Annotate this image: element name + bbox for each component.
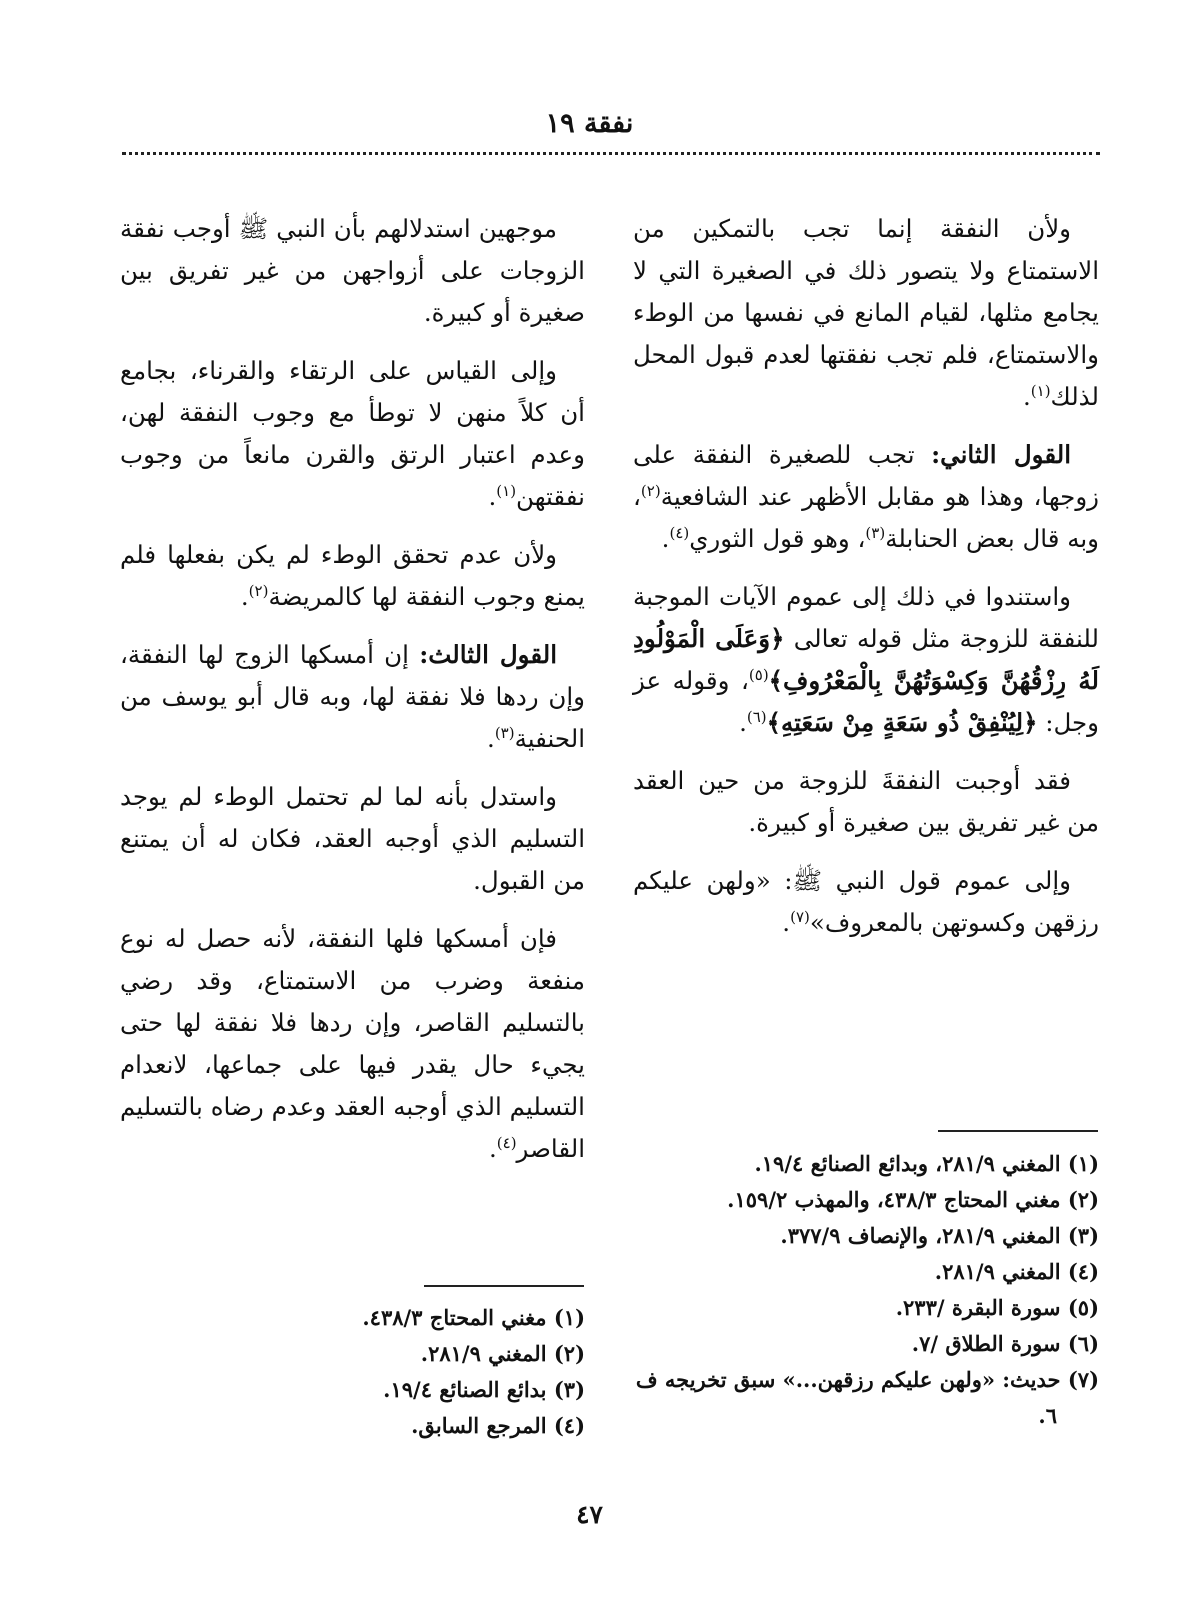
paragraph: فقد أوجبت النفقةَ للزوجة من حين العقد من غير تفريق بين صغيرة أو كبيرة. <box>633 766 1099 837</box>
left-column <box>120 208 585 1186</box>
footnote-ref: (٤) <box>669 523 690 542</box>
footnote-ref: (١) <box>496 481 517 500</box>
paragraph-text: فإن أمسكها فلها النفقة، لأنه حصل له نوع منفعة وضرب من الاستمتاع، وقد رضي بالتسليم القاصر، وإن ردها فلا نفقة لها حتى يجيء حال يقدر فيها على جماعها، لانعدام التسليم الذي أوجبه العقد وعدم رضاه بالتسليم القاصر <box>120 924 585 1163</box>
punctuation: . <box>661 524 670 553</box>
punctuation: . <box>488 482 497 511</box>
footnote: (٣) المغني ٢٨١/٩، والإنصاف ٣٧٧/٩. <box>780 1223 1099 1248</box>
footnote-ref: (٣) <box>494 723 515 742</box>
paragraph: واستدل بأنه لما لم تحتمل الوطء لم يوجد التسليم الذي أوجبه العقد، فكان له أن يمتنع من القبول. <box>120 782 585 895</box>
paragraph <box>633 860 1099 944</box>
punctuation: . <box>739 708 747 737</box>
page-number: ٤٧ <box>576 1500 603 1529</box>
punctuation: . <box>487 724 495 753</box>
paragraph <box>633 208 1099 418</box>
paragraph <box>633 576 1099 744</box>
paragraph-text: واستندوا في ذلك إلى عموم الآيات الموجبة للنفقة للزوجة مثل قوله تعالى <box>633 582 1099 653</box>
paragraph <box>120 918 585 1170</box>
footnote: (٢) المغني ٢٨١/٩. <box>420 1341 585 1366</box>
paragraph-text: ، وهو قول الثوري <box>689 524 866 553</box>
footnote-ref: (٦) <box>746 707 767 726</box>
paragraph-text: وإلى عموم قول النبي ﷺ: «ولهن عليكم رزقهن وكسوتهن بالمعروف» <box>633 866 1099 937</box>
punctuation: . <box>240 582 249 611</box>
footnotes-right <box>633 1146 1099 1434</box>
paragraph-text: تجب للصغيرة النفقة على زوجها، وهذا هو مقابل الأظهر عند الشافعية <box>633 440 1099 511</box>
footnote-ref: (٤) <box>496 1133 517 1152</box>
paragraph <box>120 534 585 618</box>
paragraph-text: وإلى القياس على الرتقاء والقرناء، بجامع أن كلاً منهن لا توطأ مع وجوب النفقة لهن، وعدم اعتبار الرتق والقرن مانعاً من وجوب نفقتهن <box>120 356 585 511</box>
footnote: (٥) سورة البقرة /٢٣٣. <box>895 1295 1099 1320</box>
footnote: (٤) المغني ٢٨١/٩. <box>934 1259 1099 1284</box>
quran-verse: ﴿لِيُنْفِقْ ذُو سَعَةٍ مِنْ سَعَتِهِ﴾ <box>766 708 1038 737</box>
footnote: (١) مغني المحتاج ٤٣٨/٣. <box>362 1305 585 1330</box>
paragraph-text: ولأن عدم تحقق الوطء لم يكن بفعلها فلم يمنع وجوب النفقة لها كالمريضة <box>120 540 585 611</box>
punctuation: . <box>488 1134 497 1163</box>
footnote: (٤) المرجع السابق. <box>411 1413 585 1438</box>
footnote-ref: (٧) <box>790 907 810 926</box>
paragraph <box>633 434 1099 560</box>
footnote: (٢) مغني المحتاج ٤٣٨/٣، والمهذب ١٥٩/٢. <box>727 1187 1099 1212</box>
footnote-ref: (١) <box>1030 381 1051 400</box>
header-dotted-rule <box>122 152 1100 155</box>
footnote-ref: (٣) <box>865 523 886 542</box>
footnote: (٦) سورة الطلاق /٧. <box>911 1331 1099 1356</box>
footnote: (٧) حديث: «ولهن عليكم رزقهن...» سبق تخريجه ف ٦. <box>635 1367 1099 1428</box>
section-term: القول الثالث: <box>419 640 557 669</box>
running-header: نفقة ١٩ <box>545 108 634 139</box>
paragraph <box>120 350 585 518</box>
footnote: (١) المغني ٢٨١/٩، وبدائع الصنائع ١٩/٤. <box>754 1151 1099 1176</box>
section-term: القول الثاني: <box>931 440 1071 469</box>
punctuation: . <box>1022 382 1031 411</box>
footnote-rule <box>424 1285 584 1287</box>
paragraph <box>120 634 585 760</box>
right-column <box>633 208 1099 960</box>
paragraph: موجهين استدلالهم بأن النبي ﷺ أوجب نفقة الزوجات على أزواجهن من غير تفريق بين صغيرة أو كبيرة. <box>120 214 585 327</box>
paragraph-text: إن أمسكها الزوج لها النفقة، وإن ردها فلا نفقة لها، وبه قال أبو يوسف من الحنفية <box>120 640 585 753</box>
punctuation: . <box>782 908 791 937</box>
footnote-ref: (٢) <box>248 581 269 600</box>
footnote-ref: (٥) <box>748 665 769 684</box>
paragraph-text: ، وبه قال بعض الحنابلة <box>633 482 1099 553</box>
paragraph-text: ولأن النفقة إنما تجب بالتمكين من الاستمتاع ولا يتصور ذلك في الصغيرة التي لا يجامع مثلها، لقيام المانع في نفسها من الوطء والاستمتاع، فلم تجب نفقتها لعدم قبول المحل لذلك <box>633 214 1099 411</box>
quran-verse: ﴿وَعَلَى الْمَوْلُودِ لَهُ رِزْقُهُنَّ وَكِسْوَتُهُنَّ بِالْمَعْرُوفِ﴾ <box>633 624 1099 695</box>
paragraph-text: ، وقوله عز وجل: <box>633 666 1099 737</box>
footnotes-left <box>120 1300 585 1444</box>
footnote: (٣) بدائع الصنائع ١٩/٤. <box>383 1377 585 1402</box>
footnote-ref: (٢) <box>640 481 661 500</box>
footnote-rule <box>938 1130 1098 1132</box>
